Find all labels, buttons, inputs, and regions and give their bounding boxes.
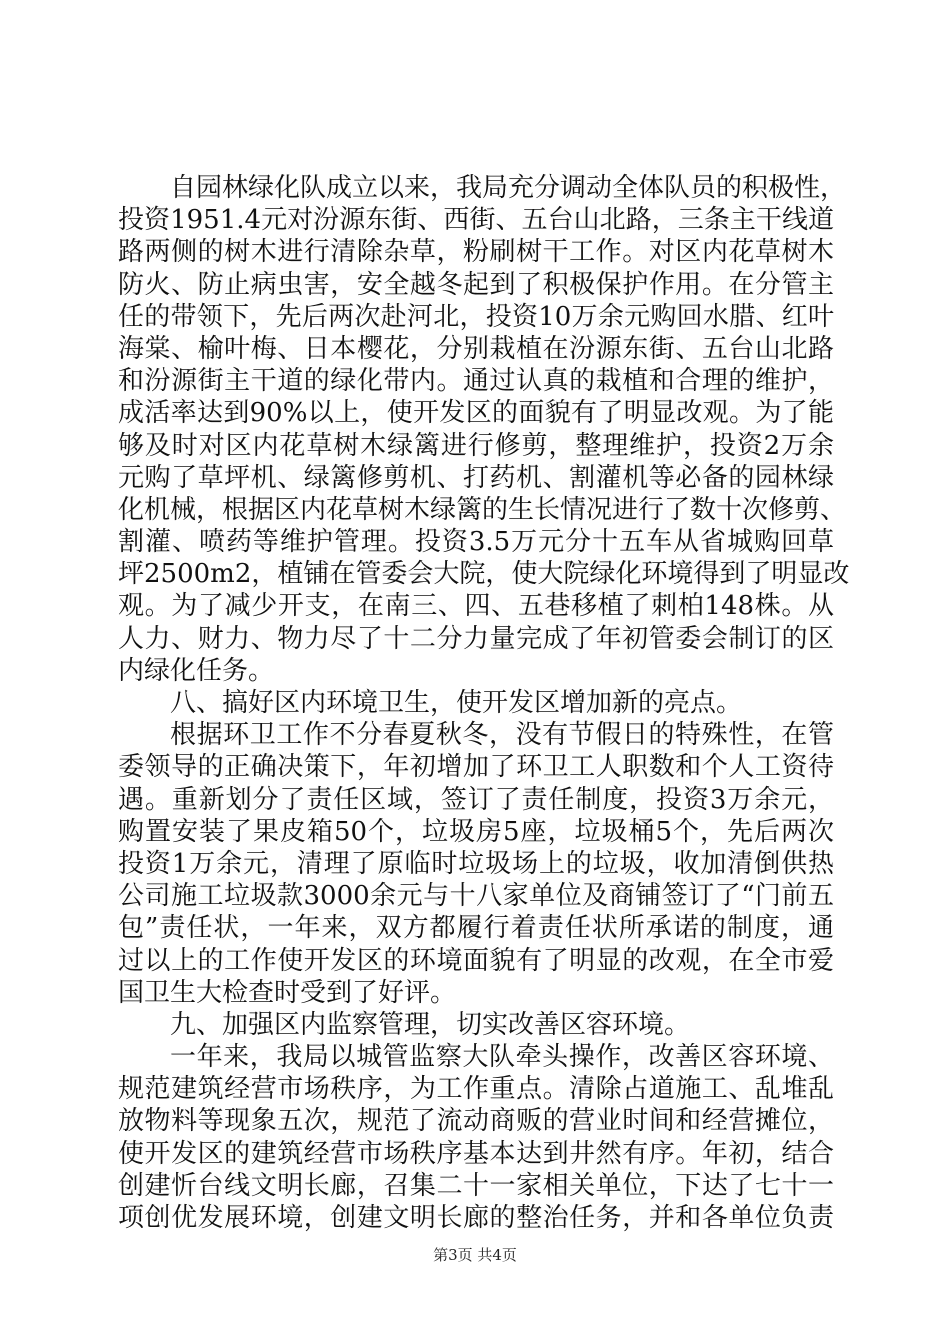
paragraph-sanitation [118,719,834,1009]
text-line: 委领导的正确决策下，年初增加了环卫工人职数和个人工资待 [118,752,834,783]
text-line: 内绿化任务。 [118,655,275,686]
text-line: 人力、财力、物力尽了十二分力量完成了年初管委会制订的区 [118,623,834,654]
text-line: 国卫生大检查时受到了好评。 [118,977,457,1008]
text-line: 成活率达到90%以上，使开发区的面貌有了明显改观。为了能 [118,398,834,429]
text-line: 项创优发展环境，创建文明长廊的整治任务，并和各单位负责 [118,1203,834,1233]
text-line: 元购了草坪机、绿篱修剪机、打药机、割灌机等必备的园林绿 [118,462,834,493]
text-line: 根据环卫工作不分春夏秋冬，没有节假日的特殊性，在管 [170,720,834,751]
text-line: 坪2500m2，植铺在管委会大院，使大院绿化环境得到了明显改 [118,559,850,590]
text-line: 使开发区的建筑经营市场秩序基本达到井然有序。年初，结合 [118,1138,834,1169]
text-line: 割灌、喷药等维护管理。投资3.5万元分十五车从省城购回草 [118,527,834,558]
text-line: 海棠、榆叶梅、日本樱花，分别栽植在汾源东街、五台山北路 [118,333,834,364]
text-line: 九、加强区内监察管理，切实改善区容环境。 [170,1009,691,1040]
text-line: 遇。重新划分了责任区域，签订了责任制度，投资3万余元， [118,784,834,815]
paragraph-landscaping [118,172,850,687]
text-line: 投资1万余元，清理了原临时垃圾场上的垃圾，收加清倒供热 [118,848,834,879]
text-line: 任的带领下，先后两次赴河北，投资10万余元购回水腊、红叶 [118,301,834,332]
section-heading-9 [118,1009,834,1041]
text-line: 和汾源街主干道的绿化带内。通过认真的栽植和合理的维护， [118,366,834,397]
text-line: 过以上的工作使开发区的环境面貌有了明显的改观，在全市爱 [118,945,834,976]
text-line: 观。为了减少开支，在南三、四、五巷移植了刺柏148株。从 [118,591,834,622]
section-heading-8 [118,687,834,719]
text-line: 八、搞好区内环境卫生，使开发区增加新的亮点。 [170,688,743,718]
text-line: 路两侧的树木进行清除杂草，粉刷树干工作。对区内花草树木 [118,237,834,268]
text-line: 自园林绿化队成立以来，我局充分调动全体队员的积极性， [170,173,847,203]
text-line: 包”责任状，一年来，双方都履行着责任状所承诺的制度，通 [118,913,834,944]
text-line: 购置安装了果皮箱50个，垃圾房5座，垃圾桶5个，先后两次 [118,816,834,847]
paragraph-supervision [118,1041,834,1234]
text-line: 创建忻台线文明长廊，召集二十一家相关单位，下达了七十一 [118,1170,834,1201]
document-body [118,172,850,1234]
text-line: 放物料等现象五次，规范了流动商贩的营业时间和经营摊位， [118,1106,834,1137]
text-line: 公司施工垃圾款3000余元与十八家单位及商铺签订了“门前五 [118,881,834,912]
text-line: 化机械，根据区内花草树木绿篱的生长情况进行了数十次修剪、 [118,494,847,525]
text-line: 防火、防止病虫害，安全越冬起到了积极保护作用。在分管主 [118,269,834,300]
page-footer [0,1244,950,1265]
text-line: 够及时对区内花草树木绿篱进行修剪，整理维护，投资2万余 [118,430,834,461]
text-line: 规范建筑经营市场秩序，为工作重点。清除占道施工、乱堆乱 [118,1074,834,1105]
page-number-label: 第3页 共4页 [433,1246,517,1264]
text-line: 投资1951.4元对汾源东街、西街、五台山北路，三条主干线道 [118,205,834,236]
text-line: 一年来，我局以城管监察大队牵头操作，改善区容环境、 [170,1042,834,1073]
